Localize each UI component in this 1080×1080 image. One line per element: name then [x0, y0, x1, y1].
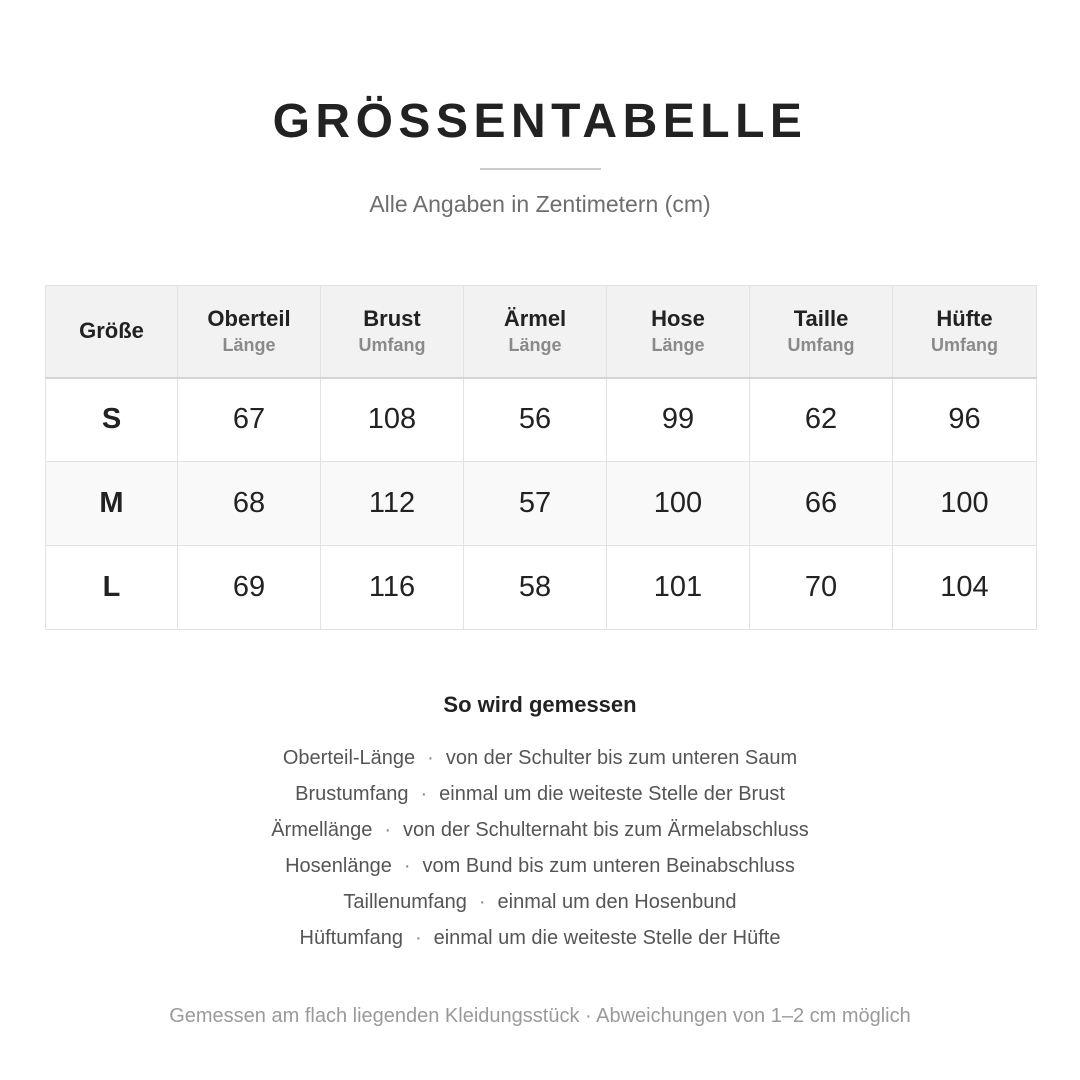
footnote: Gemessen am flach liegenden Kleidungsstück · Abweichungen von 1–2 cm möglich — [169, 1005, 911, 1027]
header-label: Oberteil — [207, 305, 291, 331]
header-sublabel: Umfang — [931, 334, 998, 355]
value-cell: 104 — [893, 546, 1037, 630]
header-label: Taille — [793, 305, 849, 331]
list-item — [0, 848, 1080, 884]
separator-dot: · — [420, 783, 428, 805]
howto-term: Hosenlänge — [285, 855, 392, 877]
value-cell: 62 — [750, 378, 893, 462]
separator-dot: · — [427, 747, 434, 769]
howto-description: von der Schulternaht bis zum Ärmelabschluss — [403, 819, 809, 841]
header-cell-taille — [750, 286, 893, 378]
value-cell: 56 — [464, 378, 607, 462]
table-row — [46, 378, 1037, 462]
table-header-row — [46, 286, 1037, 378]
value-cell: 69 — [178, 546, 321, 630]
separator-dot: · — [384, 819, 392, 841]
header-cell-brust — [321, 286, 464, 378]
title-divider — [480, 168, 601, 170]
howto-description: einmal um den Hosenbund — [497, 891, 737, 913]
separator-dot: · — [414, 927, 422, 949]
value-cell: 96 — [893, 378, 1037, 462]
howto-title: So wird gemessen — [443, 692, 637, 717]
value-cell: 101 — [607, 546, 750, 630]
list-item — [0, 740, 1080, 776]
size-table — [45, 285, 1037, 630]
header-sublabel: Umfang — [787, 334, 855, 355]
value-cell: 100 — [607, 462, 750, 546]
size-cell: L — [46, 546, 178, 630]
header-label: Hose — [651, 305, 705, 331]
size-cell: S — [46, 378, 178, 462]
separator-dot: · — [478, 891, 486, 913]
value-cell: 112 — [321, 462, 464, 546]
value-cell: 66 — [750, 462, 893, 546]
header-label: Größe — [79, 318, 144, 344]
howto-term: Hüftumfang — [299, 927, 403, 949]
page-title: GRÖSSENTABELLE — [272, 95, 808, 148]
list-item — [0, 884, 1080, 920]
header-sublabel: Länge — [651, 334, 705, 355]
value-cell: 58 — [464, 546, 607, 630]
list-item — [0, 812, 1080, 848]
header-label: Ärmel — [503, 305, 567, 331]
value-cell: 57 — [464, 462, 607, 546]
value-cell: 67 — [178, 378, 321, 462]
list-item — [0, 920, 1080, 956]
howto-description: von der Schulter bis zum unteren Saum — [445, 747, 798, 769]
size-cell: M — [46, 462, 178, 546]
header-cell-oberteil — [178, 286, 321, 378]
header-sublabel: Länge — [222, 334, 276, 355]
howto-description: einmal um die weiteste Stelle der Hüfte — [433, 927, 781, 949]
header-cell-aermel — [464, 286, 607, 378]
value-cell: 100 — [893, 462, 1037, 546]
separator-dot: · — [403, 855, 411, 877]
howto-description: vom Bund bis zum unteren Beinabschluss — [422, 855, 795, 877]
howto-term: Brustumfang — [295, 783, 409, 805]
howto-list — [0, 740, 1080, 956]
value-cell: 116 — [321, 546, 464, 630]
header-label: Brust — [363, 305, 421, 331]
value-cell: 68 — [178, 462, 321, 546]
header-sublabel: Umfang — [358, 334, 426, 355]
howto-term: Ärmellänge — [271, 819, 373, 841]
header-cell-huefte — [893, 286, 1037, 378]
page-subtitle: Alle Angaben in Zentimetern (cm) — [369, 191, 711, 217]
howto-description: einmal um die weiteste Stelle der Brust — [439, 783, 785, 805]
header-cell-hose — [607, 286, 750, 378]
table-row — [46, 462, 1037, 546]
howto-term: Taillenumfang — [343, 891, 467, 913]
value-cell: 108 — [321, 378, 464, 462]
table-row — [46, 546, 1037, 630]
value-cell: 70 — [750, 546, 893, 630]
howto-term: Oberteil-Länge — [282, 747, 416, 769]
header-sublabel: Länge — [508, 334, 562, 355]
value-cell: 99 — [607, 378, 750, 462]
header-label: Hüfte — [936, 305, 993, 331]
header-cell-size — [46, 286, 178, 378]
list-item — [0, 776, 1080, 812]
